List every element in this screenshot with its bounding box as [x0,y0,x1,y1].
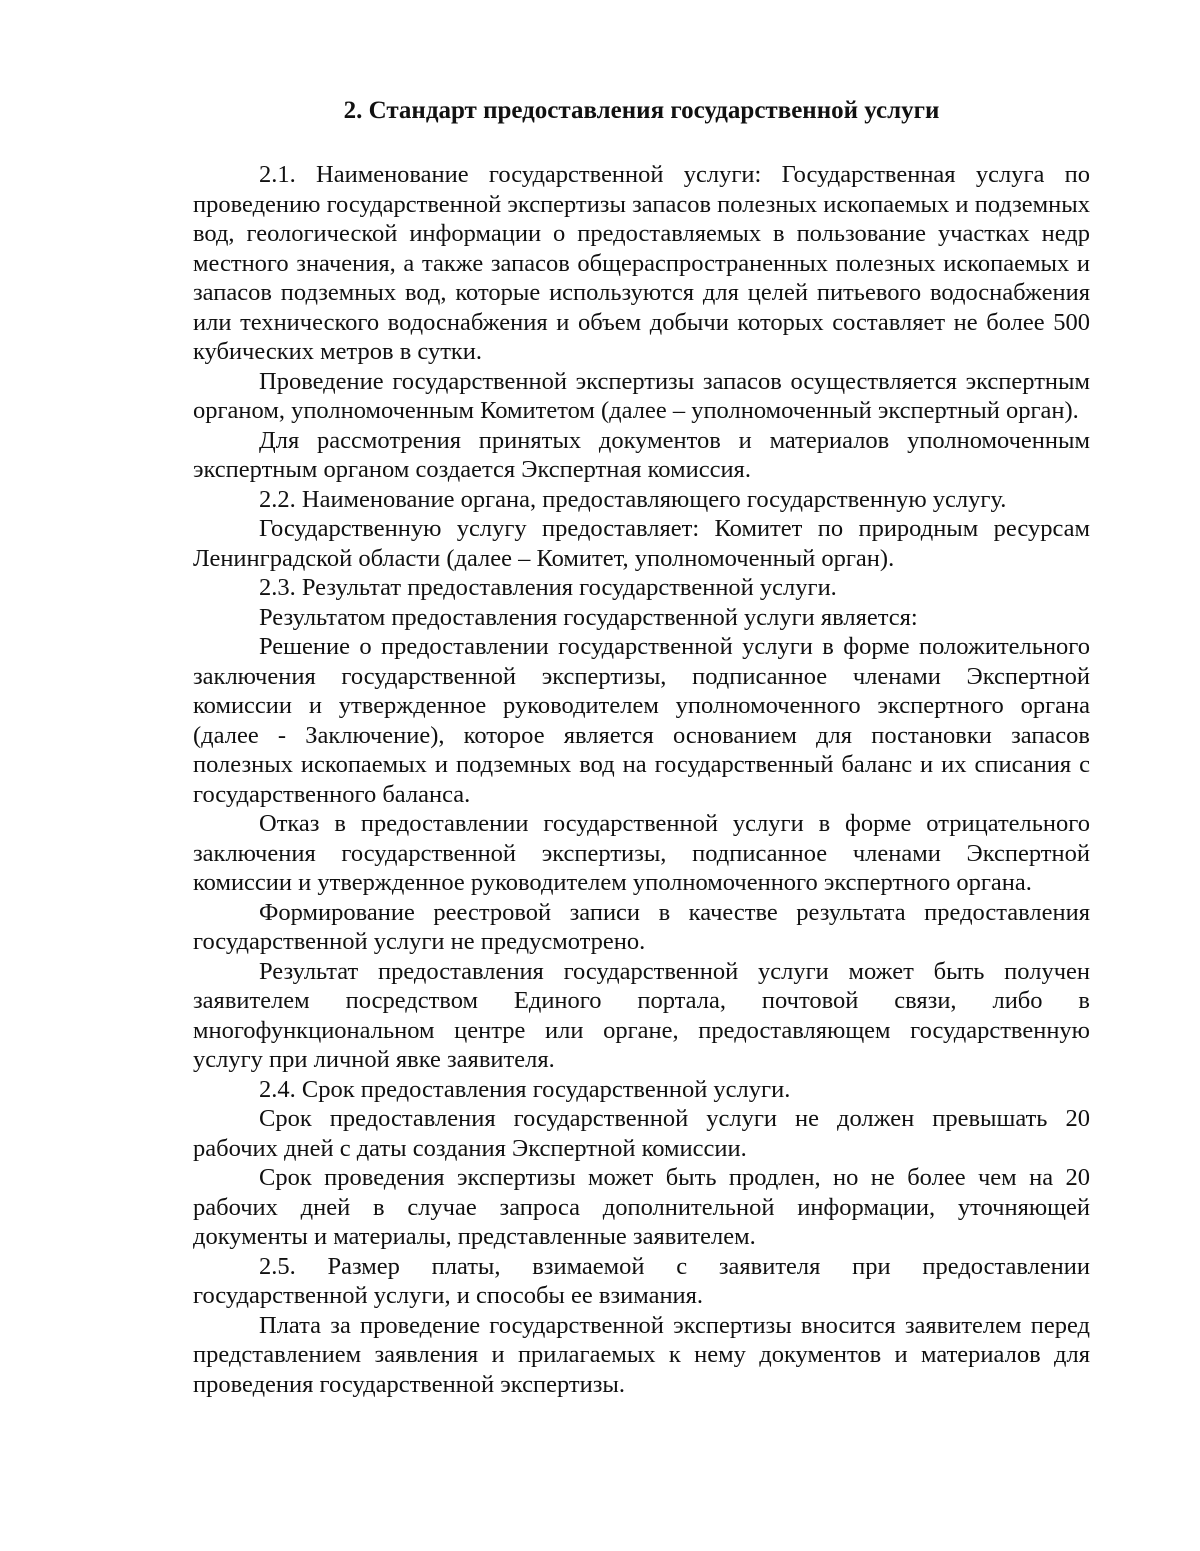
paragraph-term: Срок предоставления государственной услуги не должен превышать 20 рабочих дней с даты создания Экспертной комиссии. [193,1105,1090,1162]
paragraph-result-delivery: Результат предоставления государственной услуги может быть получен заявителем посредством Единого портала, почтовой связи, либо в многофункциональном центре или органе, предоставляющем государственную услугу при личной явке заявителя. [193,957,1090,1073]
paragraph-2-3-heading: 2.3. Результат предоставления государственной услуги. [259,574,837,601]
paragraph-positive-decision: Решение о предоставлении государственной услуги в форме положительного заключения государственной экспертизы, подписанное членами Экспертной комиссии и утвержденное руководителем уполномоченного экспертного органа (далее - Заключение), которое является основанием для постановки запасов полезных ископаемых и подземных вод на государственный баланс и их списания с государственного баланса. [193,633,1090,808]
paragraph-2-1-service-name: 2.1. Наименование государственной услуги: Государственная услуга по проведению государственной экспертизы запасов полезных ископаемых и подземных вод, геологической информации о предоставляемых в пользование участках недр местного значения, а также запасов общераспространенных полезных ископаемых и запасов подземных вод, которые используются для целей питьевого водоснабжения или технического водоснабжения и объем добычи которых составляет не более 500 кубических метров в сутки. [193,161,1090,365]
paragraph-2-5-heading: 2.5. Размер платы, взимаемой с заявителя при предоставлении государственной услуги, и способы ее взимания. [193,1252,1090,1309]
section-body [193,160,1090,1399]
paragraph-refusal: Отказ в предоставлении государственной услуги в форме отрицательного заключения государственной экспертизы, подписанное членами Экспертной комиссии и утвержденное руководителем уполномоченного экспертного органа. [193,810,1090,896]
paragraph-expertise-conduct: Проведение государственной экспертизы запасов осуществляется экспертным органом, уполномоченным Комитетом (далее – уполномоченный экспертный орган). [193,367,1090,424]
paragraph-expert-commission: Для рассмотрения принятых документов и материалов уполномоченным экспертным органом создается Экспертная комиссия. [193,426,1090,483]
paragraph-2-4-heading: 2.4. Срок предоставления государственной услуги. [259,1075,791,1103]
paragraph-providing-body: Государственную услугу предоставляет: Комитет по природным ресурсам Ленинградской области (далее – Комитет, уполномоченный орган). [193,515,1090,572]
paragraph-registry-record: Формирование реестровой записи в качестве результата предоставления государственной услуги не предусмотрено. [193,898,1090,955]
paragraph-term-extension: Срок проведения экспертизы может быть продлен, но не более чем на 20 рабочих дней в случае запроса дополнительной информации, уточняющей документы и материалы, представленные заявителем. [193,1164,1090,1250]
section-title: 2. Стандарт предоставления государственной услуги [343,97,940,124]
paragraph-fee-payment: Плата за проведение государственной экспертизы вносится заявителем перед представлением заявления и прилагаемых к нему документов и материалов для проведения государственной экспертизы. [193,1311,1090,1398]
paragraph-2-2-heading: 2.2. Наименование органа, предоставляющего государственную услугу. [259,485,1007,513]
paragraph-result-intro: Результатом предоставления государственной услуги является: [259,603,918,631]
